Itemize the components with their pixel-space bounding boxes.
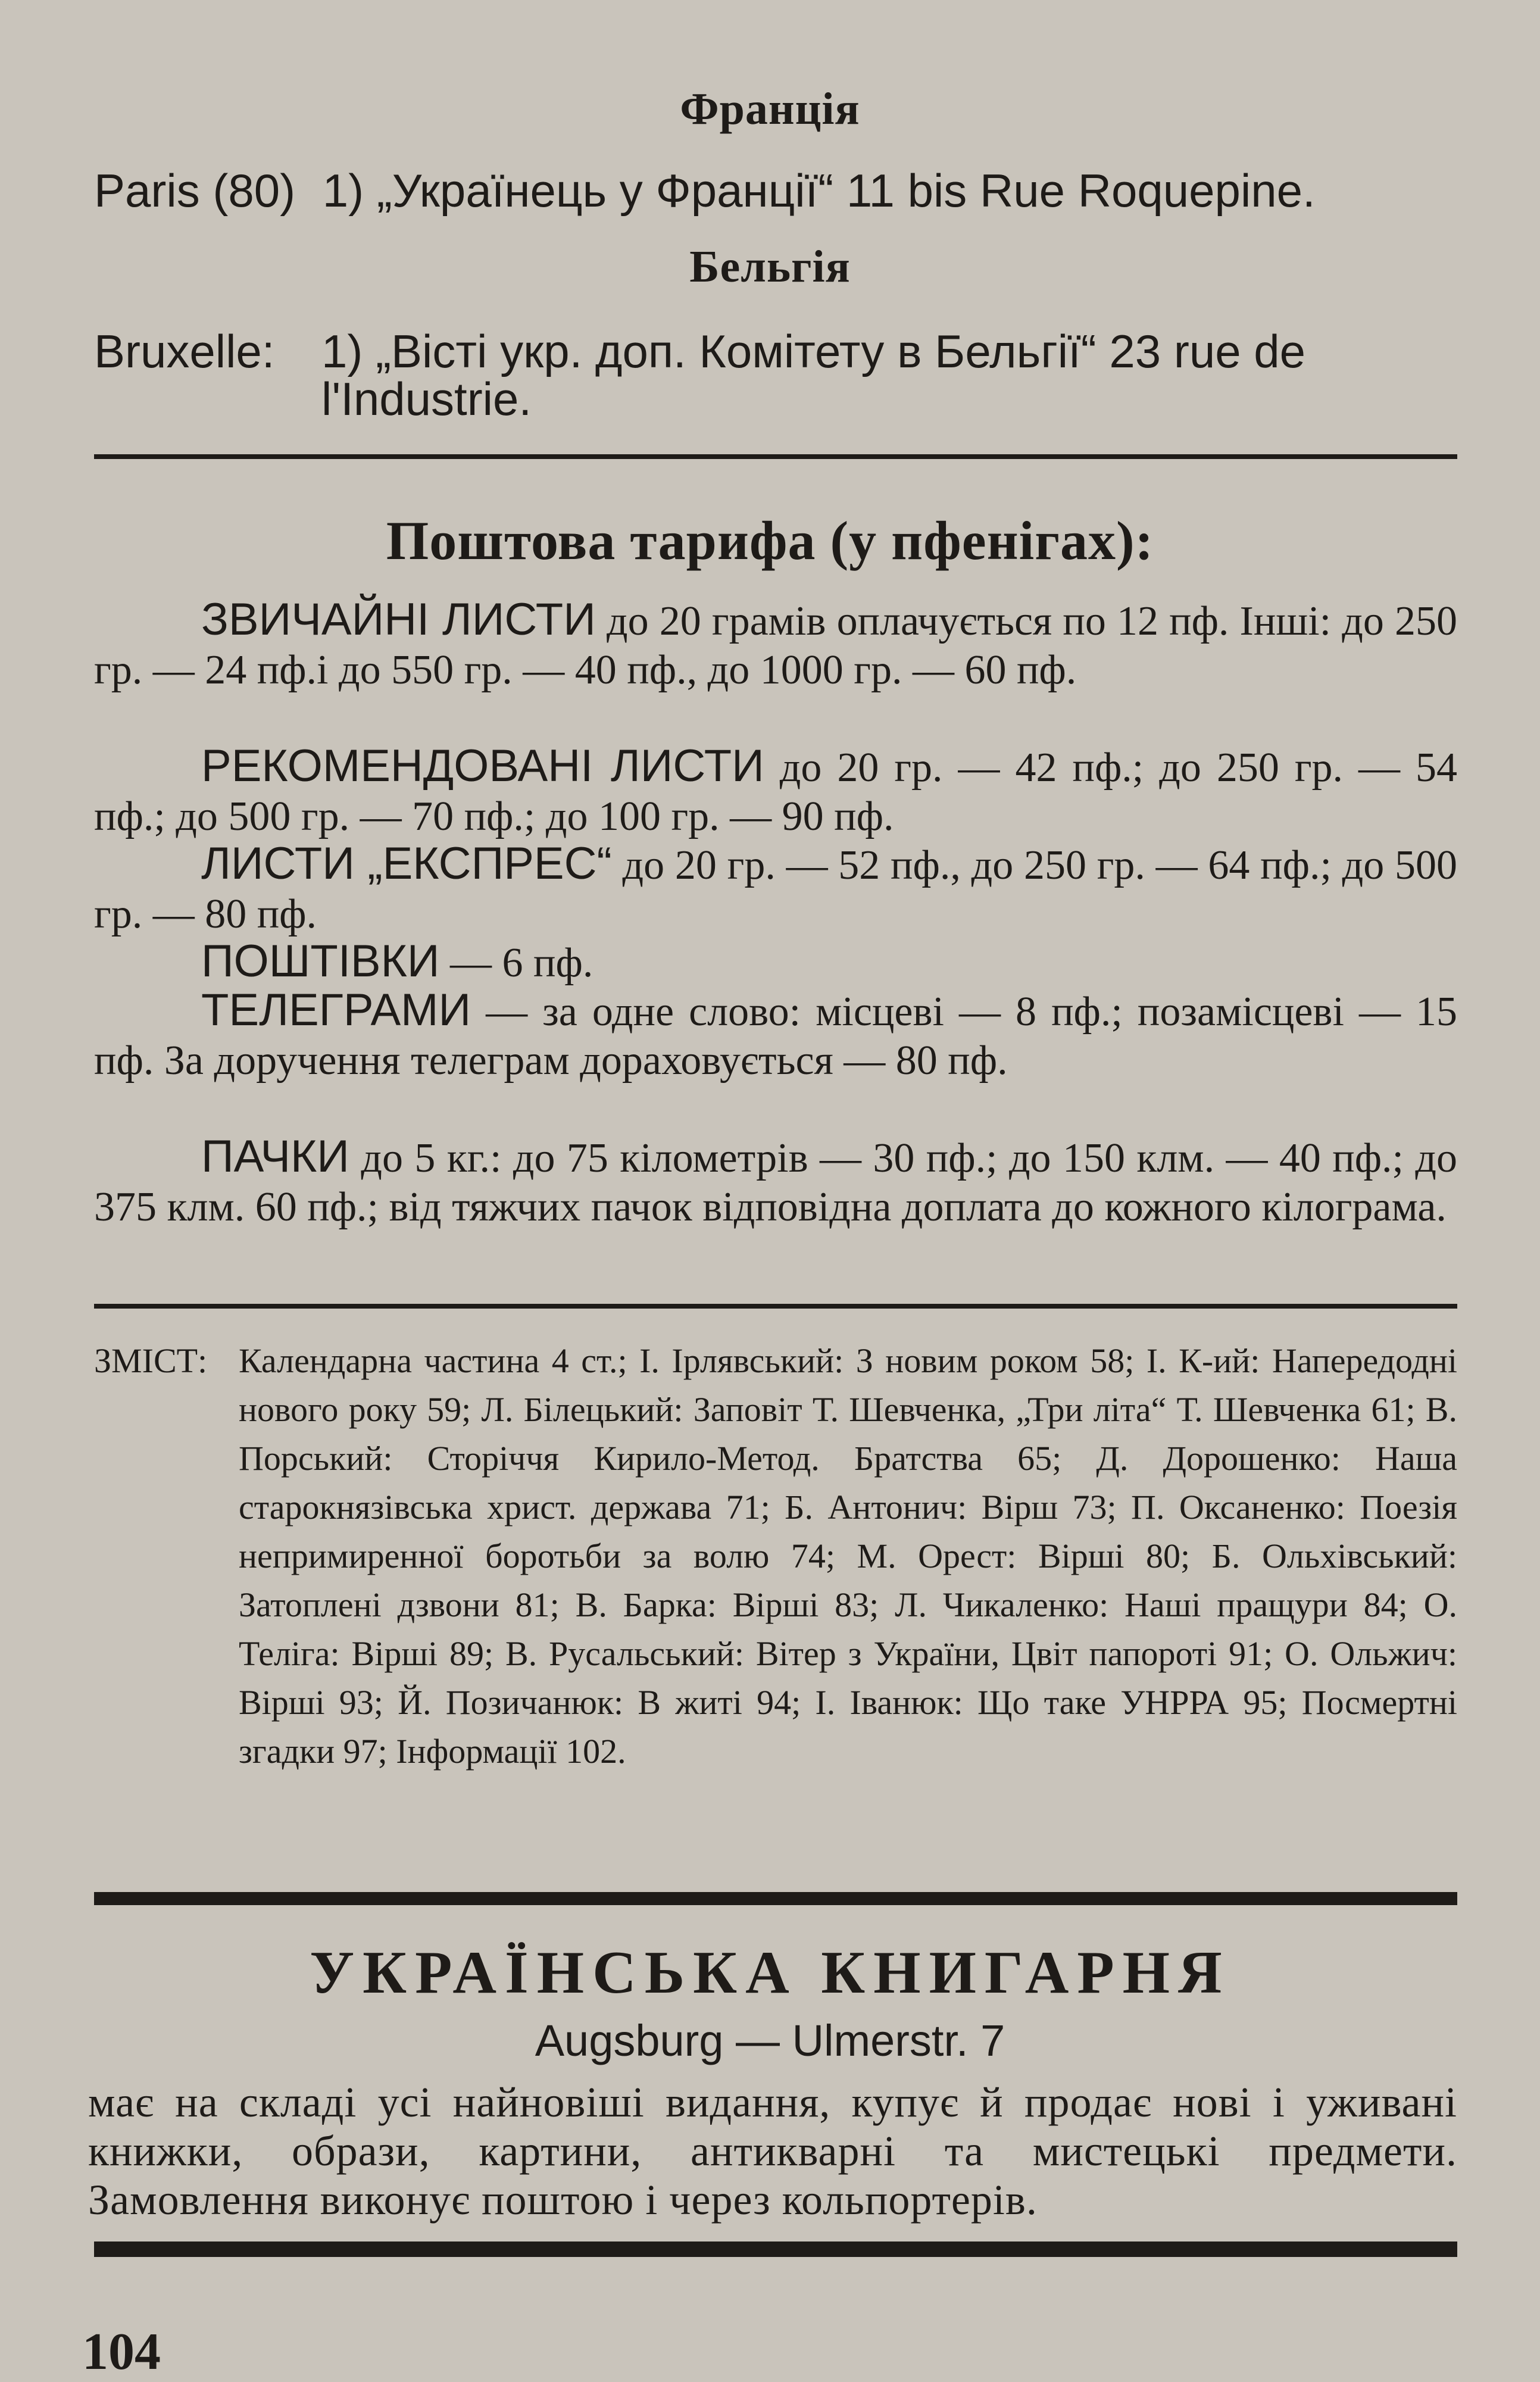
page-number: 104 xyxy=(82,2323,161,2381)
divider-rule xyxy=(94,454,1457,459)
france-city: Paris (80) xyxy=(94,164,296,217)
contents-label: ЗМІСТ: xyxy=(94,1341,208,1380)
belgium-city: Bruxelle: xyxy=(94,325,275,377)
bookshop-address: Augsburg — Ulmerstr. 7 xyxy=(535,2016,1005,2065)
tariff-item-registered-letters: РЕКОМЕНДОВАНІ ЛИСТИ до 20 гр. — 42 пф.; до 250 гр. — 54 пф.; до 500 гр. — 70 пф.; до 100 гр. — 90 пф. xyxy=(94,741,1457,839)
thick-rule xyxy=(94,2241,1457,2257)
thick-rule xyxy=(94,1892,1457,1905)
france-text: 1) „Українець у Франції“ 11 bis Rue Roquepine. xyxy=(322,164,1316,217)
tariff-title: Поштова тарифа (у пфенігах): xyxy=(386,510,1154,571)
france-heading: Франція xyxy=(680,84,860,134)
bookshop-title: УКРАЇНСЬКА КНИГАРНЯ xyxy=(310,1939,1230,2006)
belgium-text-line2: l'Industrie. xyxy=(321,373,532,425)
tariff-item-telegrams: ТЕЛЕГРАМИ — за одне слово: місцеві — 8 пф.; позамісцеві — 15 пф. За доручення телеграм дораховується — 80 пф. xyxy=(94,985,1457,1084)
tariff-item-express-letters: ЛИСТИ „ЕКСПРЕС“ до 20 гр. — 52 пф., до 250 гр. — 64 пф.; до 500 гр. — 80 пф. xyxy=(94,838,1458,937)
contents-section xyxy=(94,1337,1457,1776)
bookshop-description: має на складі усі найновіші видання, купує й продає нові і уживані книжки, образи, картини, антикварні та мистецькі предмети. Замовлення виконує поштою і через кольпортерів. xyxy=(88,2078,1457,2224)
divider-rule xyxy=(94,1304,1457,1309)
tariff-item-regular-letters: ЗВИЧАЙНІ ЛИСТИ до 20 грамів оплачується по 12 пф. Інші: до 250 гр. — 24 пф.і до 550 гр. — 40 пф., до 1000 гр. — 60 пф. xyxy=(94,594,1457,693)
tariff-item-postcards: ПОШТІВКИ — 6 пф. xyxy=(201,936,593,986)
tariff-item-parcels: ПАЧКИ до 5 кг.: до 75 кілометрів — 30 пф.; до 150 клм. — 40 пф.; до 375 клм. 60 пф.; від тяжчих пачок відповідна доплата до кожного кілограма. xyxy=(94,1131,1457,1230)
contents-text: Календарна частина 4 ст.; І. Ірлявський: З новим роком 58; І. К-ий: Напередодні нового року 59; Л. Білецький: Заповіт Т. Шевченка, „Три літа“ Т. Шевченка 61; В. Порський: Сторіччя Кирило-Метод. Братства 65; Д. Дорошенко: Наша старокнязівська христ. держава 71; Б. Антонич: Вірш 73; П. Оксаненко: Поезія непримиренної боротьби за волю 74; М. Орест: Вірші 80; Б. Ольхівський: Затоплені дзвони 81; В. Барка: Вірші 83; Л. Чикаленко: Наші пращури 84; О. Теліга: Вірші 89; В. Русальський: Вітер з України, Цвіт папороті 91; О. Ольжич: Вірші 93; Й. Позичанюк: В житі 94; І. Іванюк: Що таке УНРРА 95; Посмертні згадки 97; Інформації 102. xyxy=(239,1341,1457,1771)
belgium-heading: Бельгія xyxy=(689,242,851,292)
belgium-text-line1: 1) „Вісті укр. доп. Комітету в Бельгії“ 23 rue de xyxy=(321,325,1306,377)
france-entry xyxy=(94,164,1316,218)
